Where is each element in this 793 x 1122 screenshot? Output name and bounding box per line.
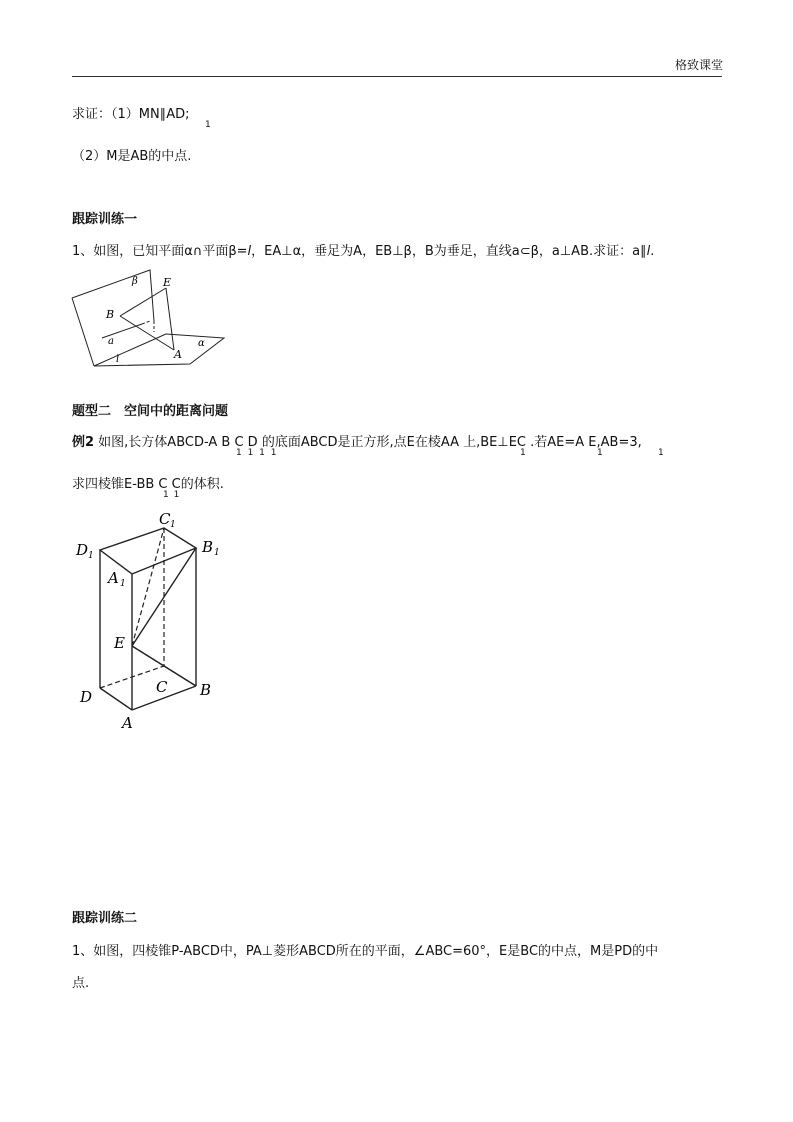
label-beta: β [132, 276, 138, 287]
segment-EB [120, 288, 166, 316]
label-D: D [80, 688, 93, 706]
example2-line2-subs: 1 1 [163, 490, 180, 500]
figure-prism [74, 508, 224, 733]
practice1-q-l2: l [646, 244, 651, 259]
label-l: l [116, 354, 120, 365]
example2-subs-abcd: 1 1 1 1 [236, 448, 277, 458]
label-A1-sub: 1 [120, 579, 126, 589]
label-B: B [106, 308, 115, 321]
label-a: a [108, 336, 114, 347]
label-D1-sub: 1 [88, 551, 94, 561]
top-face [100, 528, 196, 574]
label-E: E [163, 276, 172, 289]
example2-sub-ae: 1 [658, 448, 664, 458]
figure-planes [70, 266, 230, 378]
label-alpha: α [198, 338, 205, 349]
example2-sub-aa: 1 [520, 448, 526, 458]
practice1-question [72, 240, 654, 259]
segment-EC1 [132, 528, 164, 646]
practice1-q-prefix: 1、如图，已知平面α∩平面β= [72, 244, 248, 259]
label-A: A [122, 714, 133, 732]
header-divider [72, 76, 722, 77]
proof-line-1 [72, 103, 190, 122]
proof-line-2: （2）M是AB的中点. [72, 149, 192, 164]
topic2-title: 题型二 空间中的距离问题 [72, 404, 229, 419]
header-brand: 格致课堂 [675, 58, 724, 72]
label-C1: C [159, 510, 171, 528]
example2-text: 如图,长方体ABCD-A B C D 的底面ABCD是正方形,点E在棱AA 上,BE⊥EC .若AE=A E,AB=3, [94, 435, 642, 450]
practice1-q-l: l [247, 244, 252, 259]
label-D1: D [76, 541, 89, 559]
proof-line-1-suffix: ; [185, 107, 190, 122]
example2-line-1 [72, 431, 642, 450]
proof-line-1-subscript: 1 [205, 120, 211, 130]
label-B1: B [202, 538, 214, 556]
practice2-question-line-1: 1、如图，四棱锥P-ABCD中，PA⊥菱形ABCD所在的平面，∠ABC=60°，E是BC的中点，M是PD的中 [72, 944, 659, 959]
label-A: A [174, 348, 182, 361]
segment-AB [120, 316, 174, 350]
practice1-q-end: . [650, 244, 655, 259]
line-l [94, 334, 166, 366]
label-B1-sub: 1 [214, 548, 220, 558]
label-B: B [200, 681, 212, 699]
label-E: E [114, 634, 125, 652]
example2-line-2: 求四棱锥E-BB C C的体积. [72, 477, 224, 492]
practice2-title: 跟踪训练二 [72, 911, 138, 926]
label-C: C [156, 678, 168, 696]
label-A1: A [108, 569, 119, 587]
practice1-q-mid: ，EA⊥α，垂足为A，EB⊥β，B为垂足，直线a⊂β，a⊥AB.求证：a∥ [251, 244, 647, 259]
practice2-question-line-2: 点. [72, 976, 90, 991]
practice1-title: 跟踪训练一 [72, 212, 138, 227]
example2-sub-ec: 1 [597, 448, 603, 458]
example2-label: 例2 [72, 435, 95, 450]
proof-line-1-text: 求证：（1）MN∥AD [72, 107, 186, 122]
label-C1-sub: 1 [170, 520, 176, 530]
segment-EA [166, 288, 174, 350]
